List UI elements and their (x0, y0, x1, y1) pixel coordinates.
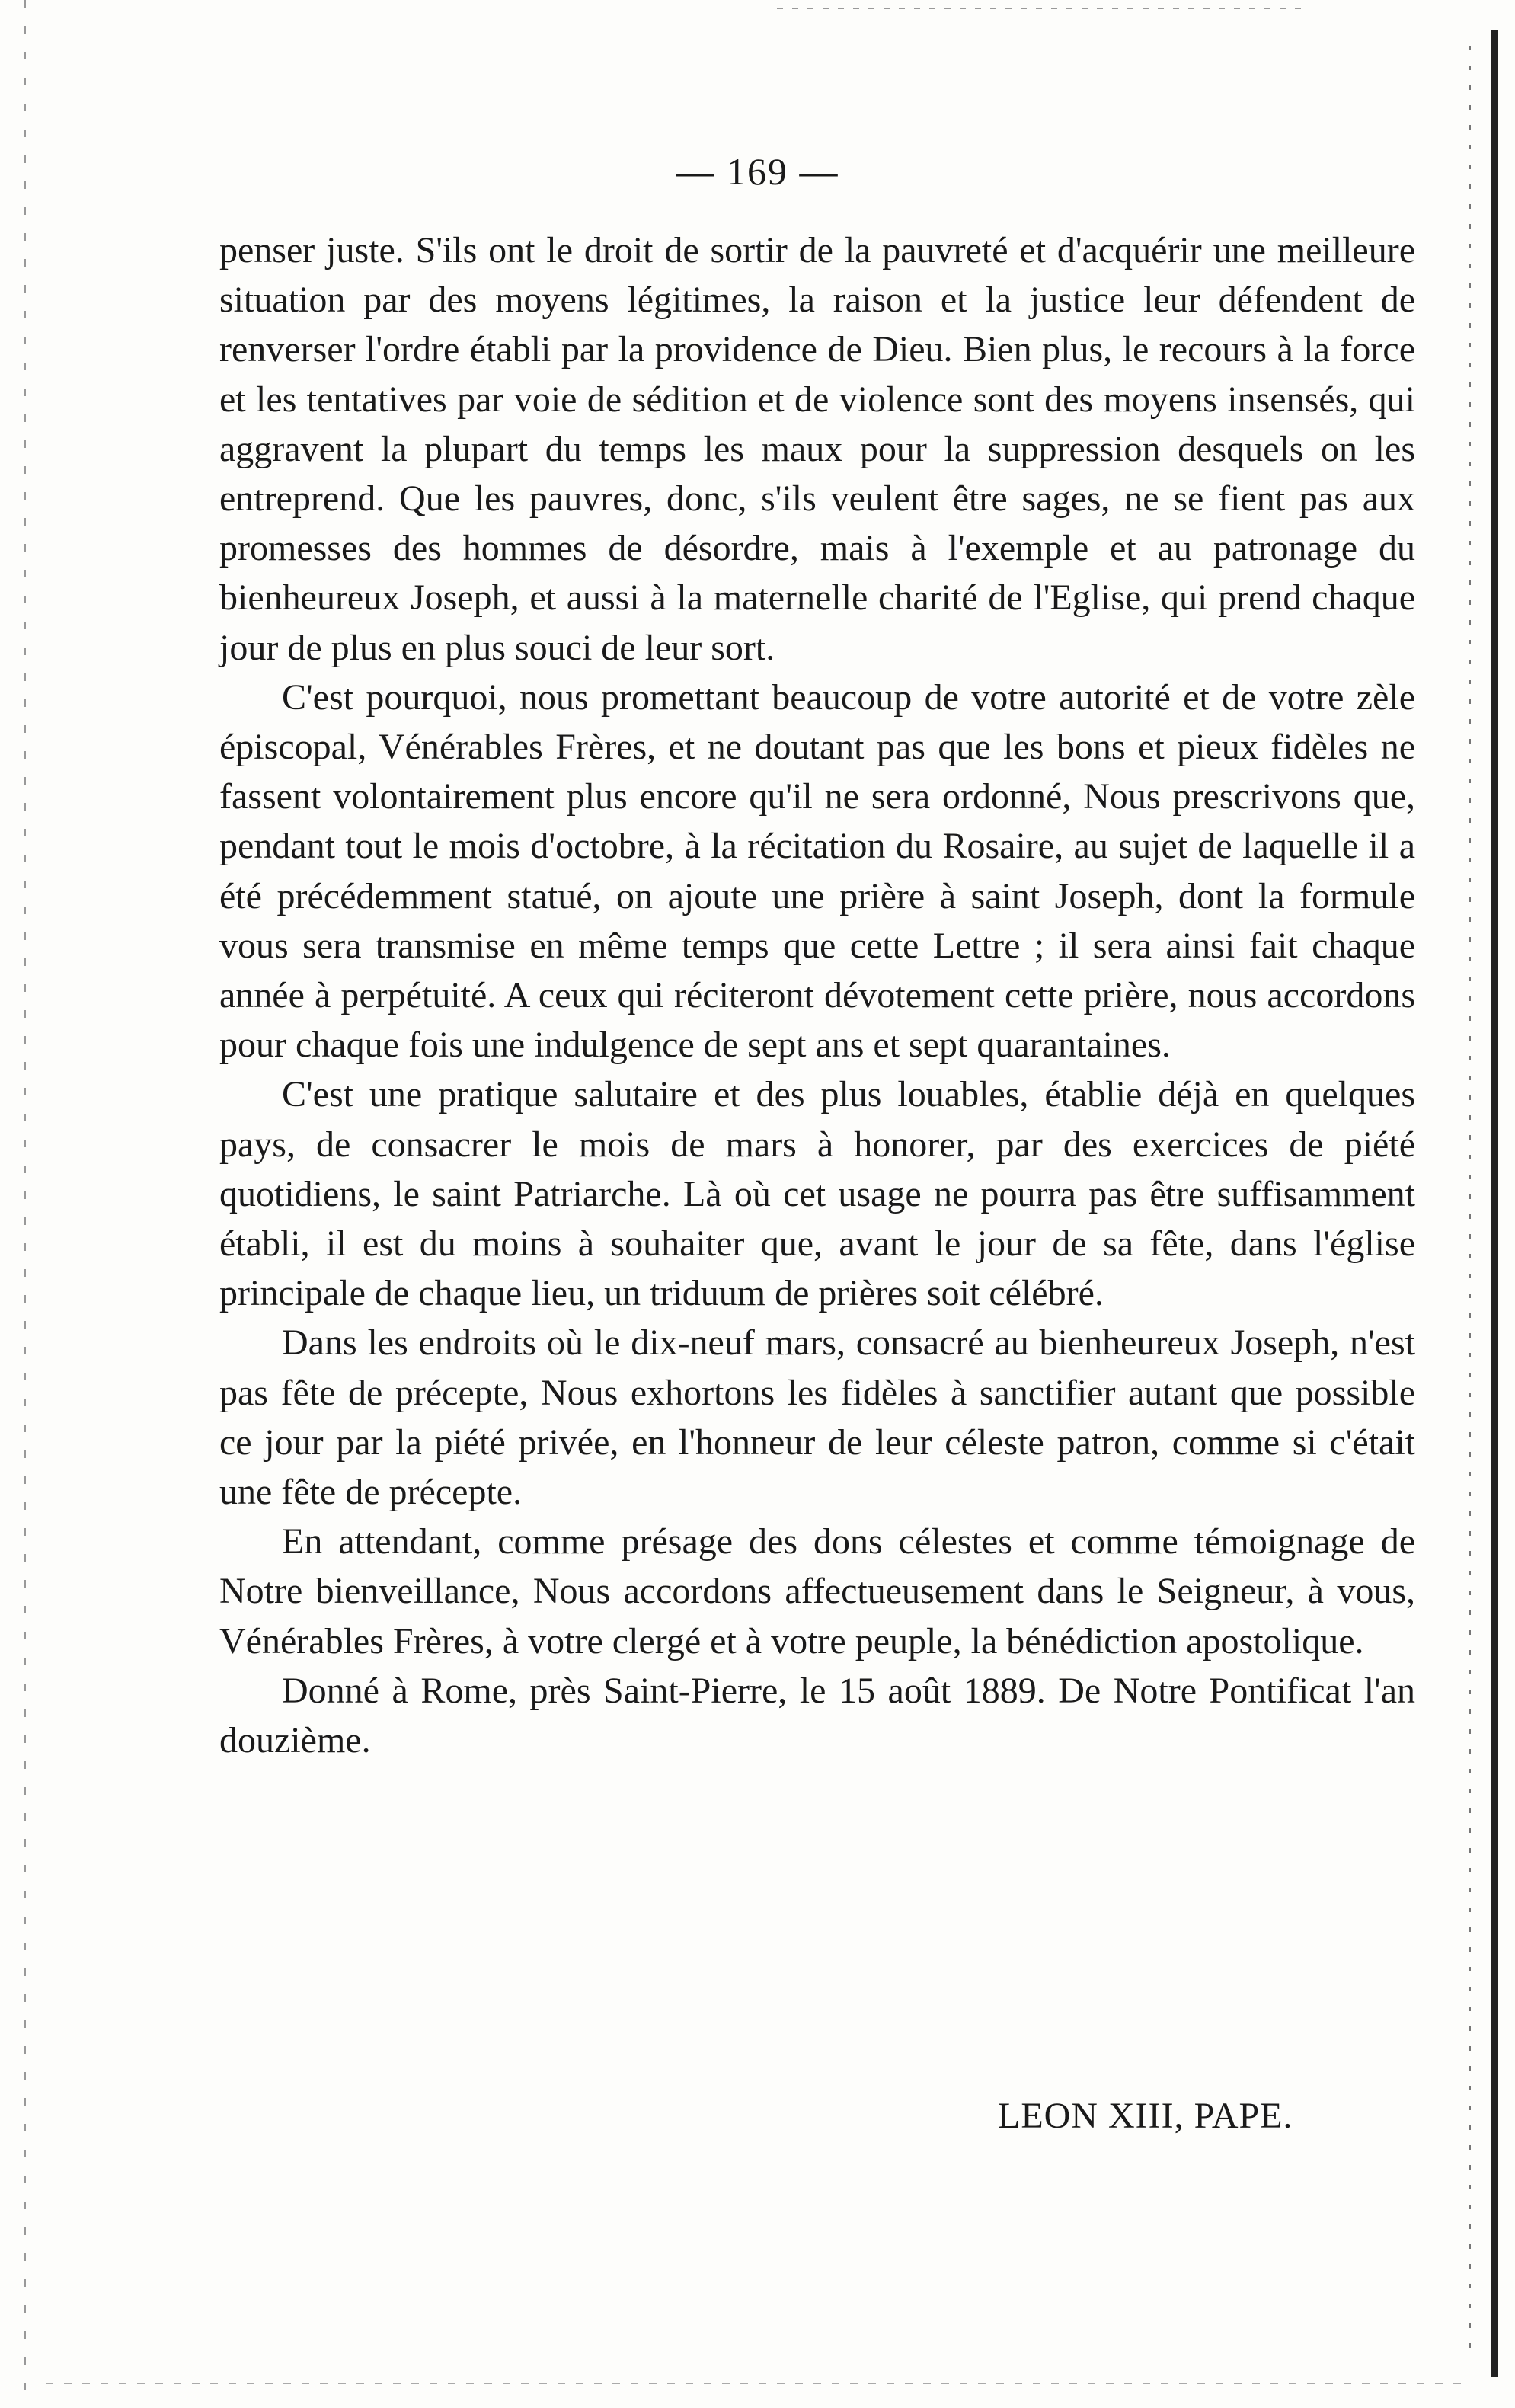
paragraph-dateline: Donné à Rome, près Saint-Pierre, le 15 août 1889. De Notre Pontificat l'an douzième. (219, 1670, 1415, 1761)
signature: LEON XIII, PAPE. (998, 2096, 1293, 2136)
page-number: — 169 — (676, 150, 839, 193)
paragraph-benediction: En attendant, comme présage des dons célestes et comme témoignage de Notre bienveillance, Nous accordons affectueusement dans le Seigneur, à vous, Vénérables Frères, à votre clergé et à votre peuple, la bénédiction apostolique. (219, 1521, 1415, 1661)
scan-bottom-edge (46, 2383, 1462, 2384)
paragraph-rosary-prescription: C'est pourquoi, nous promettant beaucoup de votre autorité et de votre zèle épiscopal, Vénérables Frères, et ne doutant pas que les bons et pieux fidèles ne fassent volontairement plus encore qu'il ne sera ordonné, Nous prescrivons que, pendant tout le mois d'octobre, à la récitation du Rosaire, au sujet de laquelle il a été précédemment statué, on ajoute une prière à saint Joseph, dont la formule vous sera transmise en même temps que cette Lettre ; il sera ainsi fait chaque année à perpétuité. A ceux qui réciteront dévotement cette prière, nous accordons pour chaque fois une indulgence de sept ans et sept quarantaines. (219, 676, 1415, 1066)
scan-top-edge (777, 8, 1310, 9)
scan-right-edge (1491, 30, 1498, 2377)
paragraph-nineteenth-march: Dans les endroits où le dix-neuf mars, consacré au bienheureux Joseph, n'est pas fête de précepte, Nous exhortons les fidèles à sanctifier autant que possible ce jour par la piété privée, en l'honneur de leur céleste patron, comme si c'était une fête de précepte. (219, 1322, 1415, 1513)
scan-left-edge (24, 0, 26, 2408)
document-body (219, 225, 1415, 1765)
paragraph-continuation: penser juste. S'ils ont le droit de sortir de la pauvreté et d'acquérir une meilleure situation par des moyens légitimes, la raison et la justice leur défendent de renverser l'ordre établi par la providence de Dieu. Bien plus, le recours à la force et les tentatives par voie de sédition et de violence sont des moyens insensés, qui aggravent la plupart du temps les maux pour la suppression desquels on les entreprend. Que les pauvres, donc, s'ils veulent être sages, ne se fient pas aux promesses des hommes de désordre, mais à l'exemple et au patronage du bienheureux Joseph, et aussi à la maternelle charité de l'Eglise, qui prend chaque jour de plus en plus souci de leur sort. (219, 230, 1415, 668)
scan-right-binding-marks (1469, 46, 1471, 2362)
paragraph-month-of-march: C'est une pratique salutaire et des plus louables, établie déjà en quelques pays, de consacrer le mois de mars à honorer, par des exercices de piété quotidiens, le saint Patriarche. Là où cet usage ne pourra pas être suffisamment établi, il est du moins à souhaiter que, avant le jour de sa fête, dans l'église principale de chaque lieu, un triduum de prières soit célébré. (219, 1074, 1415, 1314)
